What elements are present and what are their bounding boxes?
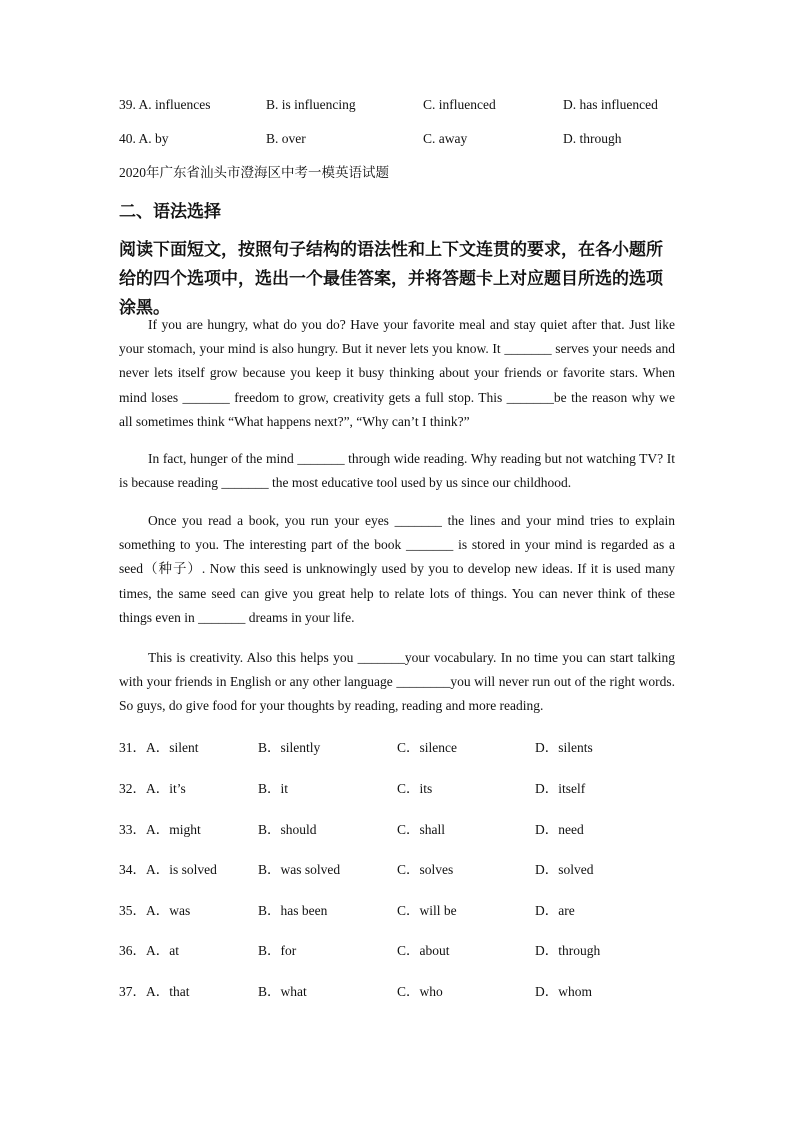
question-row-34 xyxy=(119,858,679,878)
option-a: 37．A．that xyxy=(119,984,190,999)
option-c: C．will be xyxy=(397,903,457,918)
source-line: 2020年广东省汕头市澄海区中考一模英语试题 xyxy=(119,165,389,180)
question-row-40 xyxy=(119,131,679,151)
option-b: B．was solved xyxy=(258,862,341,877)
option-d: D．whom xyxy=(535,984,592,999)
option-d: D．need xyxy=(535,822,584,837)
passage-paragraph-2: In fact, hunger of the mind _______ through wide reading. Why reading but not watching TV? It is because reading _______ the most educative tool used by us since our childhood. xyxy=(119,451,675,491)
option-c: C．about xyxy=(397,943,450,958)
section-title: 二、语法选择 xyxy=(119,202,221,222)
option-b: B．silently xyxy=(258,740,321,755)
passage-paragraph-3: Once you read a book, you run your eyes _______ the lines and your mind tries to explain something to you. The interesting part of the book _______ is stored in your mind is regarded as a seed（种子）. Now this seed is unknowingly used by you to develop new ideas. If it is used many times, the same seed can give you great help to relate lots of things. You can never think of these things even in _______ dreams in your life. xyxy=(119,513,675,625)
option-b: B．has been xyxy=(258,903,328,918)
option-a: 40. A. by xyxy=(119,131,169,146)
option-b: B．for xyxy=(258,943,297,958)
option-a: 39. A. influences xyxy=(119,97,211,112)
option-a: 33．A．might xyxy=(119,822,201,837)
option-c: C．silence xyxy=(397,740,457,755)
option-b: B．should xyxy=(258,822,317,837)
question-row-31 xyxy=(119,736,679,756)
option-d: D. through xyxy=(563,131,622,146)
option-d: D．are xyxy=(535,903,575,918)
option-b: B．what xyxy=(258,984,307,999)
option-a: 35．A．was xyxy=(119,903,191,918)
question-row-35 xyxy=(119,899,679,919)
option-b: B. is influencing xyxy=(266,97,356,112)
instructions: 阅读下面短文，按照句子结构的语法性和上下文连贯的要求，在各小题所给的四个选项中，选出一个最佳答案，并将答题卡上对应题目所选的选项涂黑。 xyxy=(119,240,663,318)
option-a: 36．A．at xyxy=(119,943,179,958)
option-c: C．shall xyxy=(397,822,446,837)
question-row-39 xyxy=(119,97,679,117)
option-c: C．solves xyxy=(397,862,454,877)
question-row-32 xyxy=(119,777,679,797)
option-b: B．it xyxy=(258,781,289,796)
option-a: 34．A．is solved xyxy=(119,862,217,877)
option-c: C．its xyxy=(397,781,433,796)
passage-paragraph-1: If you are hungry, what do you do? Have your favorite meal and stay quiet after that. Just like your stomach, your mind is also hungry. But it never lets you know. It _______ serves your needs and never lets itself grow because you keep it busy thinking about your friends or favorite stars. When mind loses _______ freedom to grow, creativity gets a full stop. This _______be the reason why we all sometimes think “What happens next?”, “Why can’t I think?” xyxy=(119,317,675,429)
option-d: D．solved xyxy=(535,862,594,877)
option-c: C．who xyxy=(397,984,443,999)
passage-paragraph-4: This is creativity. Also this helps you _______your vocabulary. In no time you can start talking with your friends in English or any other language ________you will never run out of the right words. So guys, do give food for your thoughts by reading, reading and more reading. xyxy=(119,650,675,714)
option-d: D．itself xyxy=(535,781,586,796)
option-b: B. over xyxy=(266,131,306,146)
option-a: 32．A．it’s xyxy=(119,781,186,796)
option-c: C. away xyxy=(423,131,468,146)
option-d: D．through xyxy=(535,943,601,958)
option-d: D. has influenced xyxy=(563,97,658,112)
option-d: D．silents xyxy=(535,740,593,755)
option-a: 31．A．silent xyxy=(119,740,199,755)
option-c: C. influenced xyxy=(423,97,496,112)
question-row-37 xyxy=(119,980,679,1000)
question-row-36 xyxy=(119,939,679,959)
question-row-33 xyxy=(119,818,679,838)
